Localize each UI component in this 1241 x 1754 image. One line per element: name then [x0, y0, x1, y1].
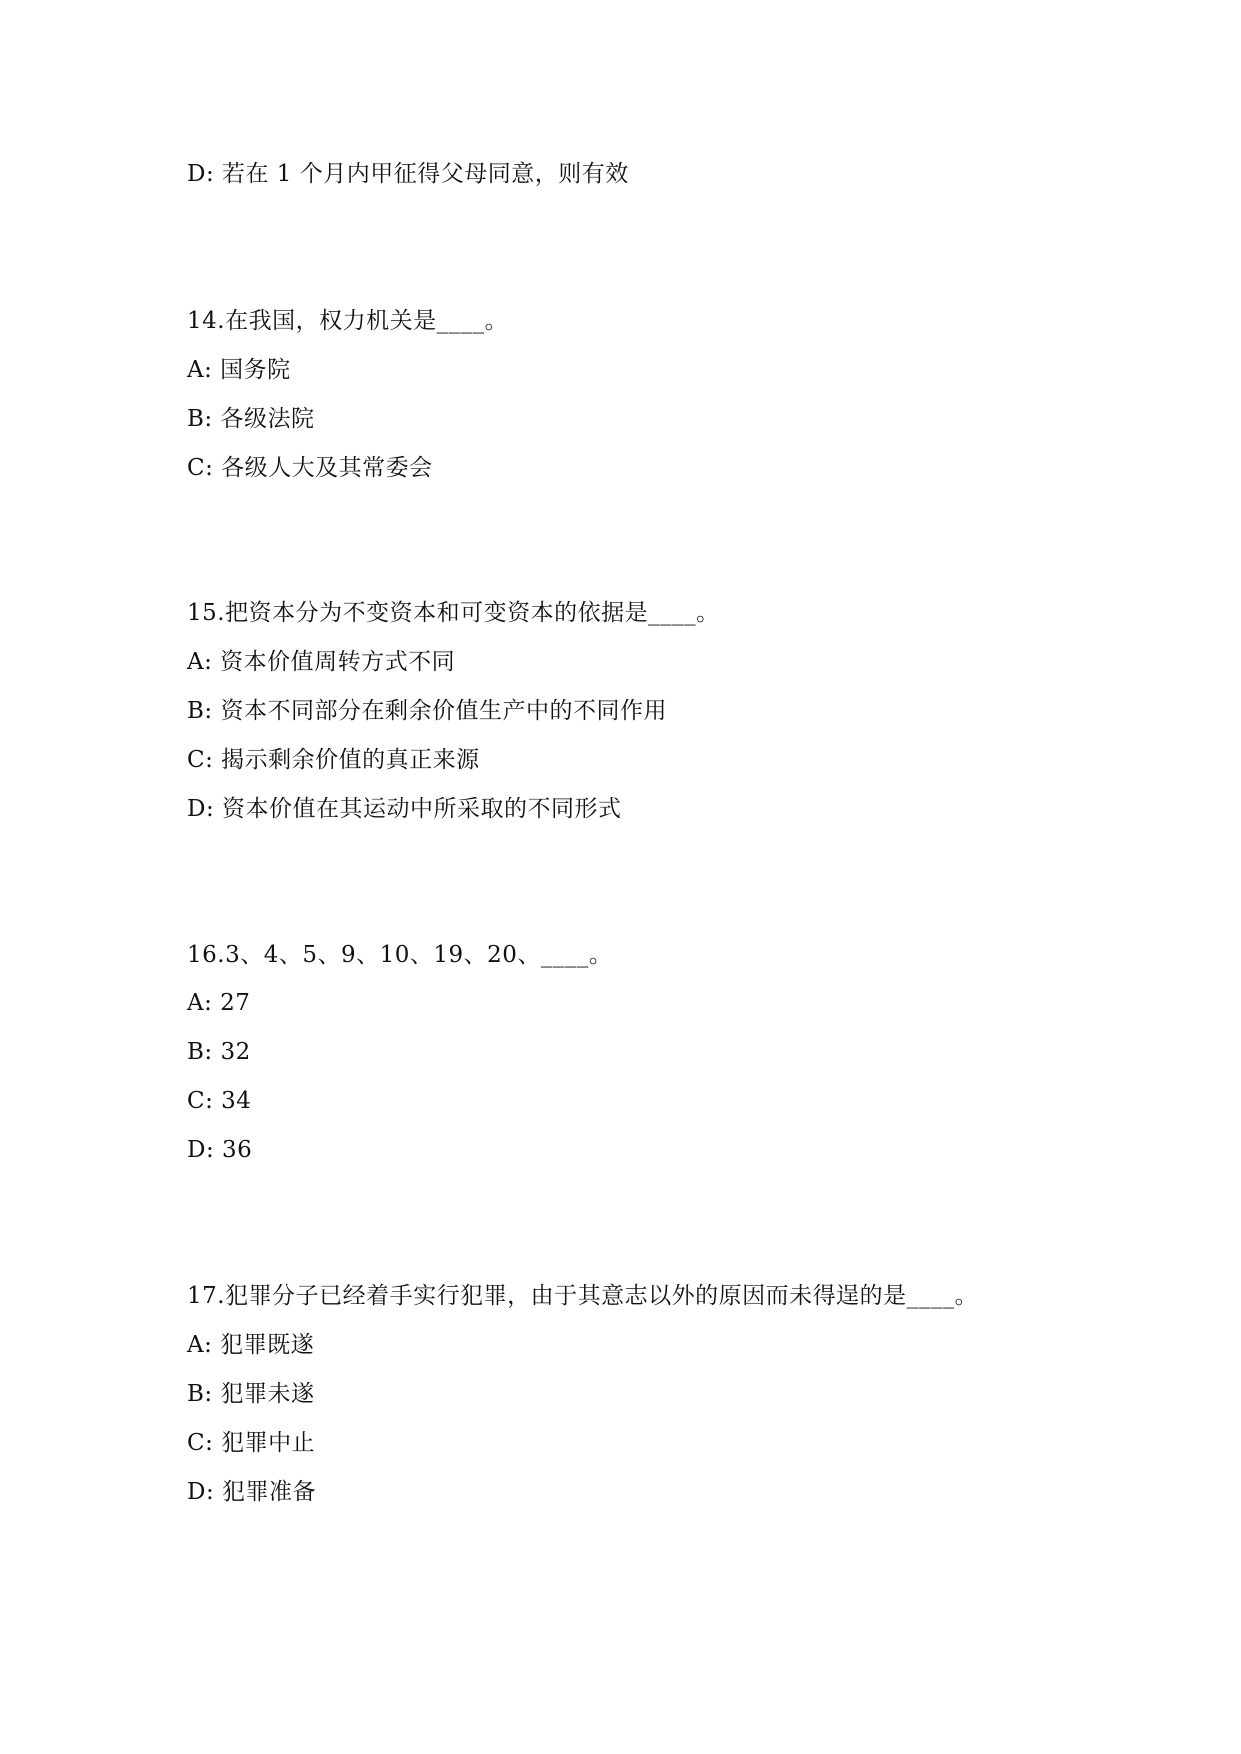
question-14-stem: 14.在我国，权力机关是____。 [187, 308, 509, 334]
question-17-option-c: C: 犯罪中止 [187, 1430, 316, 1456]
option-d-q13: D: 若在 1 个月内甲征得父母同意，则有效 [187, 161, 629, 187]
question-17-option-d: D: 犯罪准备 [187, 1479, 317, 1505]
question-15-option-d: D: 资本价值在其运动中所采取的不同形式 [187, 796, 622, 822]
question-16-option-c: C: 34 [187, 1088, 252, 1114]
question-14-option-b: B: 各级法院 [187, 406, 315, 432]
question-17-option-b: B: 犯罪未遂 [187, 1381, 315, 1407]
question-14-option-a: A: 国务院 [187, 357, 291, 383]
question-17-stem: 17.犯罪分子已经着手实行犯罪，由于其意志以外的原因而未得逞的是____。 [187, 1283, 979, 1309]
question-17-option-a: A: 犯罪既遂 [187, 1332, 315, 1358]
question-16-option-a: A: 27 [187, 990, 251, 1016]
question-15-option-c: C: 揭示剩余价值的真正来源 [187, 747, 480, 773]
question-15-stem: 15.把资本分为不变资本和可变资本的依据是____。 [187, 600, 720, 626]
question-16-stem: 16.3、4、5、9、10、19、20、____。 [187, 942, 613, 968]
question-16-option-d: D: 36 [187, 1137, 253, 1163]
question-15-option-a: A: 资本价值周转方式不同 [187, 649, 456, 675]
question-15-option-b: B: 资本不同部分在剩余价值生产中的不同作用 [187, 698, 667, 724]
question-16-option-b: B: 32 [187, 1039, 251, 1065]
question-14-option-c: C: 各级人大及其常委会 [187, 455, 433, 481]
